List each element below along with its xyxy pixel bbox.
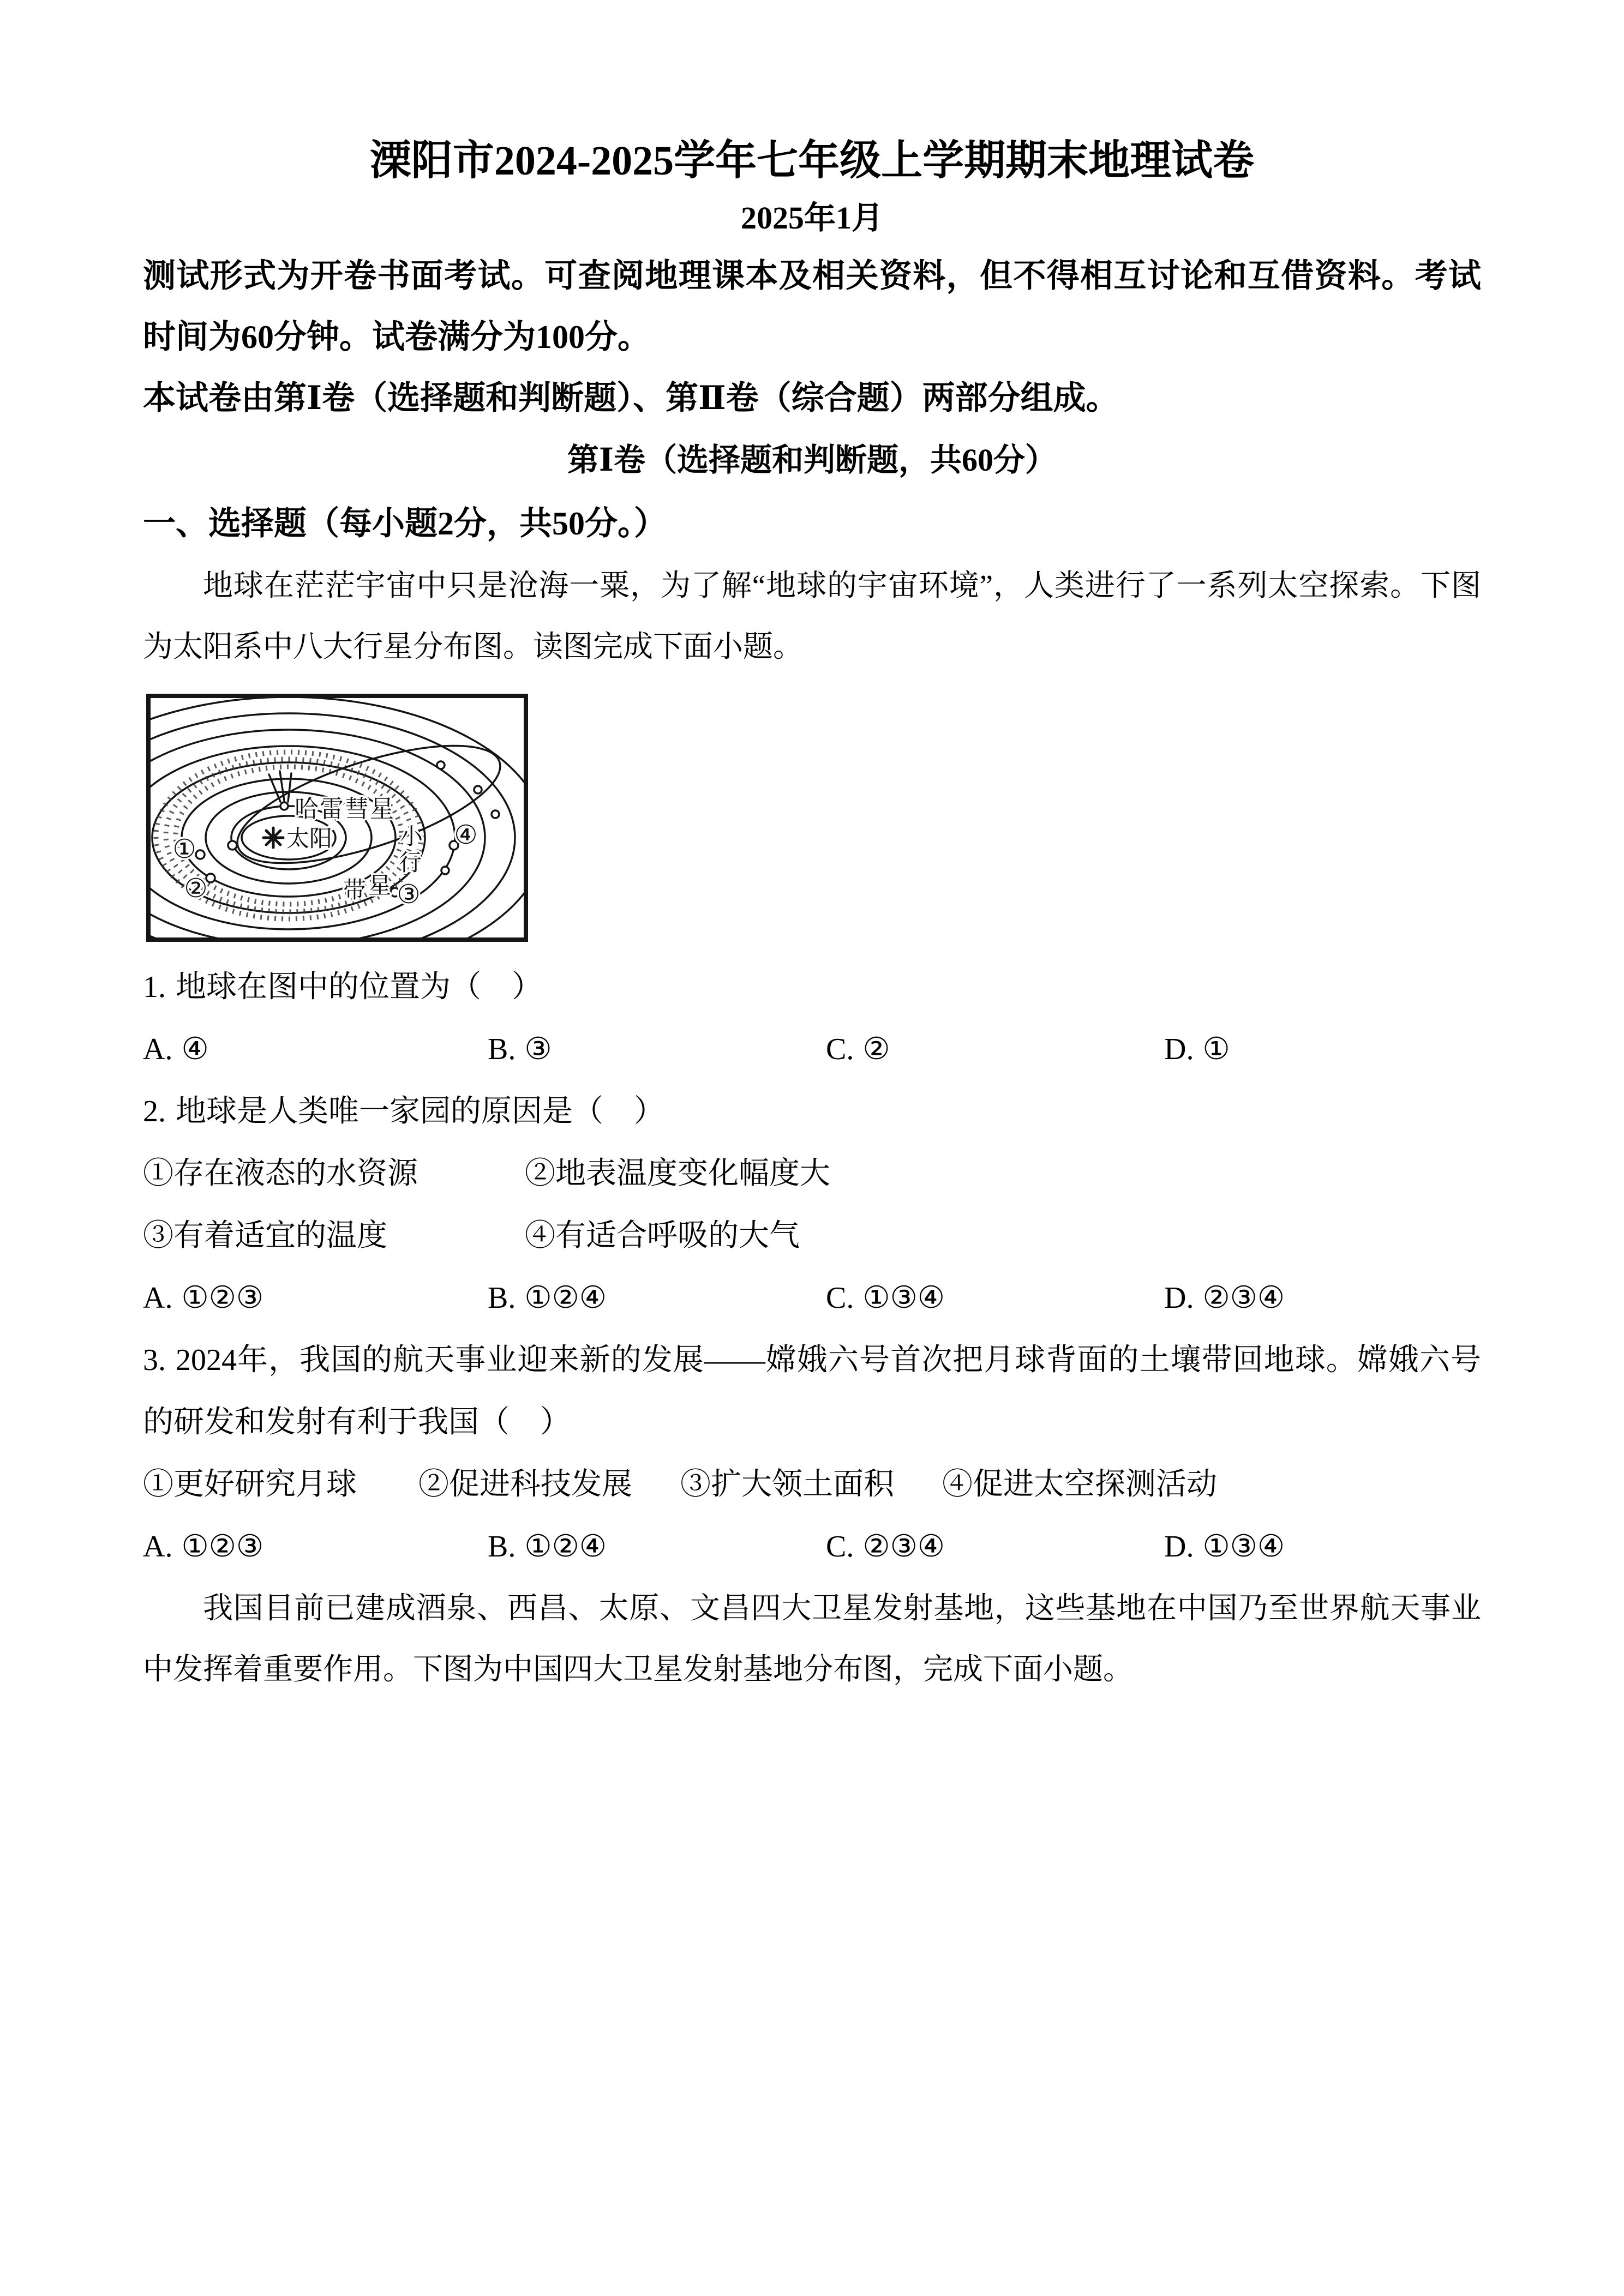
question-2-option-d: D. ②③④ bbox=[1164, 1281, 1285, 1315]
question-1-option-d: D. ① bbox=[1164, 1032, 1230, 1066]
question-2-items-row-2 bbox=[143, 1205, 1481, 1267]
comet-label: 哈雷彗星 bbox=[295, 795, 395, 823]
question-2-option-a: A. ①②③ bbox=[143, 1281, 264, 1315]
question-2 bbox=[143, 1080, 1481, 1143]
exam-instructions: 测试形式为开卷书面考试。可查阅地理课本及相关资料，但不得相互讨论和互借资料。考试时间为60分钟。试卷满分为100分。 bbox=[143, 258, 1481, 355]
solar-system-diagram bbox=[151, 698, 524, 937]
question-2-item-3: ③有着适宜的温度 bbox=[143, 1219, 387, 1253]
part-1-heading: 一、选择题（每小题2分，共50分。） bbox=[143, 506, 667, 542]
question-1-number: 1. bbox=[143, 970, 166, 1004]
planet-marker-4: ④ bbox=[454, 820, 478, 850]
belt-char-4: 带 bbox=[343, 876, 367, 903]
page-title: 溧阳市2024-2025学年七年级上学期期末地理试卷 bbox=[369, 138, 1255, 184]
question-3-option-d: D. ①③④ bbox=[1164, 1530, 1285, 1564]
question-3-option-a: A. ①②③ bbox=[143, 1530, 264, 1564]
question-1-options bbox=[143, 1018, 1481, 1080]
planet-marker-2: ② bbox=[184, 873, 208, 904]
planet-marker-1: ① bbox=[172, 834, 196, 864]
solar-system-figure bbox=[146, 694, 528, 942]
question-3-item-1: ①更好研究月球 bbox=[143, 1468, 357, 1501]
question-3 bbox=[143, 1329, 1481, 1453]
question-3-option-b: B. ①②④ bbox=[488, 1530, 607, 1564]
question-2-item-4: ④有适合呼吸的大气 bbox=[525, 1219, 800, 1253]
question-1-option-b: B. ③ bbox=[488, 1032, 552, 1066]
question-1 bbox=[143, 956, 1481, 1018]
question-2-option-c: C. ①③④ bbox=[826, 1281, 945, 1315]
question-2-items-row-1 bbox=[143, 1143, 1481, 1205]
sun-label: 太阳 bbox=[286, 825, 333, 852]
question-3-items-row bbox=[143, 1453, 1481, 1516]
question-3-item-2: ②促进科技发展 bbox=[418, 1468, 632, 1501]
question-1-text: 地球在图中的位置为（ ） bbox=[176, 970, 542, 1004]
question-3-number: 3. bbox=[143, 1343, 166, 1377]
question-3-item-3: ③扩大领土面积 bbox=[680, 1468, 894, 1501]
question-2-number: 2. bbox=[143, 1095, 166, 1128]
question-3-text: 2024年，我国的航天事业迎来新的发展——嫦娥六号首次把月球背面的土壤带回地球。嫦娥六号的研发和发射有利于我国（ ） bbox=[143, 1343, 1481, 1439]
question-1-option-a: A. ④ bbox=[143, 1032, 209, 1066]
paper-composition-note: 本试卷由第Ⅰ卷（选择题和判断题）、第Ⅱ卷（综合题）两部分组成。 bbox=[143, 380, 1119, 416]
passage-solar-system: 地球在茫茫宇宙中只是沧海一粟，为了解“地球的宇宙环境”，人类进行了一系列太空探索。下图为太阳系中八大行星分布图。读图完成下面小题。 bbox=[143, 569, 1481, 663]
question-1-option-c: C. ② bbox=[826, 1032, 890, 1066]
belt-char-3: 星 bbox=[368, 872, 392, 899]
comet-icon bbox=[269, 771, 291, 810]
question-3-options bbox=[143, 1516, 1481, 1578]
section-1-title: 第Ⅰ卷（选择题和判断题，共60分） bbox=[567, 442, 1057, 478]
question-3-option-c: C. ②③④ bbox=[826, 1530, 945, 1564]
question-2-option-b: B. ①②④ bbox=[488, 1281, 607, 1315]
belt-char-1: 小 bbox=[399, 823, 423, 850]
question-2-text: 地球是人类唯一家园的原因是（ ） bbox=[176, 1095, 664, 1128]
passage-launch-bases: 我国目前已建成酒泉、西昌、太原、文昌四大卫星发射基地，这些基地在中国乃至世界航天事业中发挥着重要作用。下图为中国四大卫星发射基地分布图，完成下面小题。 bbox=[143, 1591, 1481, 1686]
planet-marker-3: ③ bbox=[397, 879, 421, 910]
exam-date: 2025年1月 bbox=[740, 200, 883, 236]
sun-symbol-icon bbox=[263, 828, 283, 848]
question-2-options bbox=[143, 1267, 1481, 1329]
question-3-item-4: ④促进太空探测活动 bbox=[942, 1468, 1217, 1501]
belt-char-2: 行 bbox=[398, 849, 422, 876]
question-2-item-1: ①存在液态的水资源 bbox=[143, 1157, 418, 1191]
question-2-item-2: ②地表温度变化幅度大 bbox=[525, 1157, 830, 1191]
